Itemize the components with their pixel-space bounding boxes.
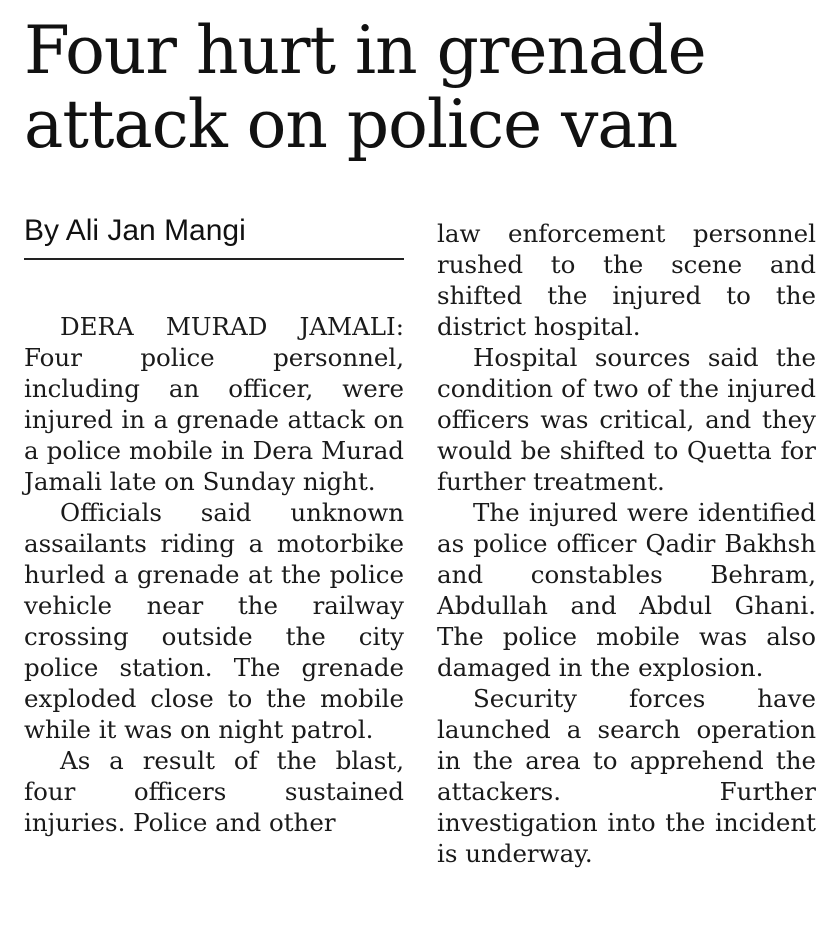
paragraph-injuries: As a result of the blast, four officers sustained injuries. Police and other bbox=[24, 746, 404, 837]
headline: Four hurt in grenade attack on police van bbox=[24, 12, 706, 163]
paragraph-attack-details: Officials said unknown assailants riding a motorbike hurled a grenade at the police vehicle near the railway crossing outside the city police station. The grenade exploded close to the mobile while it was on night patrol. bbox=[24, 498, 404, 744]
byline: By Ali Jan Mangi bbox=[24, 212, 404, 260]
article-column-left bbox=[24, 311, 404, 838]
paragraph-injuries-continued: law enforcement personnel rushed to the scene and shifted the injured to the district hospital. bbox=[437, 219, 816, 341]
paragraph-identified: The injured were identified as police officer Qadir Bakhsh and constables Behram, Abdullah and Abdul Ghani. The police mobile was also damaged in the explosion. bbox=[437, 498, 816, 682]
paragraph-dateline: DERA MURAD JAMALI: Four police personnel, including an officer, were injured in a grenade attack on a police mobile in Dera Murad Jamali late on Sunday night. bbox=[24, 312, 404, 496]
article-column-right bbox=[437, 218, 816, 869]
paragraph-hospital-sources: Hospital sources said the condition of two of the injured officers was critical, and they would be shifted to Quetta for further treatment. bbox=[437, 343, 816, 496]
paragraph-search-operation: Security forces have launched a search operation in the area to apprehend the attackers. Further investigation into the incident is underway. bbox=[437, 684, 816, 868]
